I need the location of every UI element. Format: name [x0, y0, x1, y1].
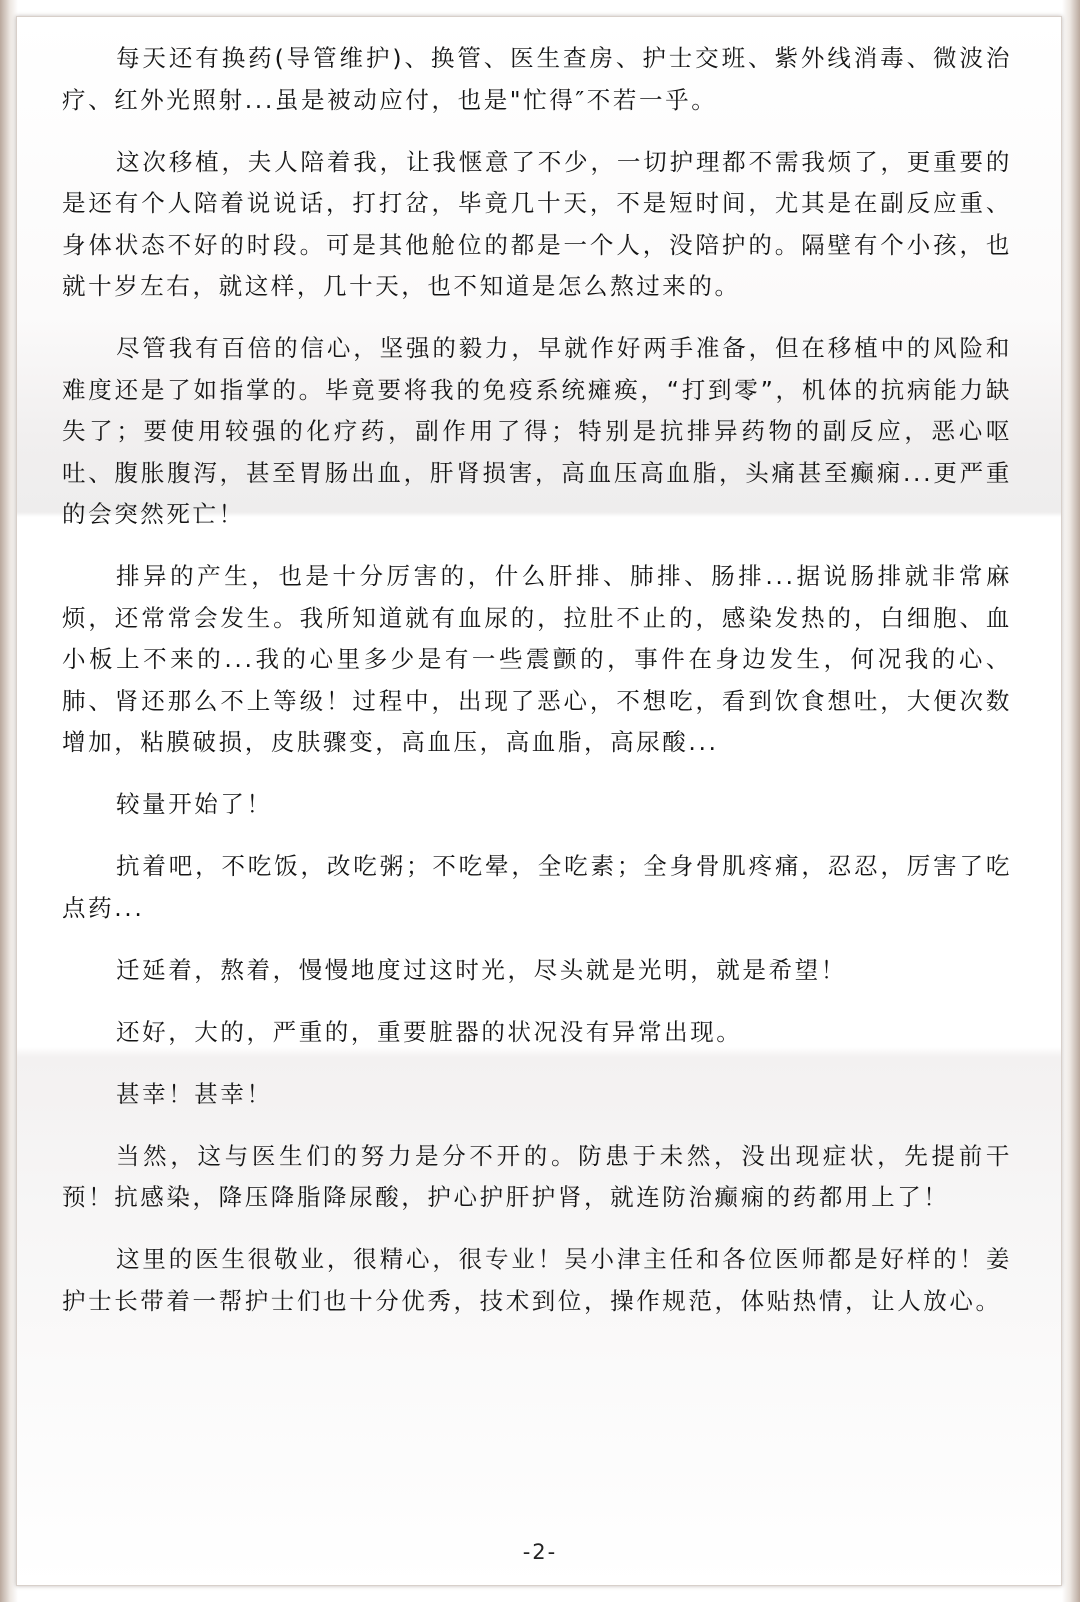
paragraph-2: 这次移植，夫人陪着我，让我惬意了不少，一切护理都不需我烦了，更重要的是还有个人陪着说说话，打打岔，毕竟几十天，不是短时间，尤其是在副反应重、身体状态不好的时段。可是其他舱位的都是一个人，没陪护的。隔壁有个小孩，也就十岁左右，就这样，几十天，也不知道是怎么熬过来的。	[62, 147, 1012, 300]
paragraph-7: 迁延着，熬着，慢慢地度过这时光，尽头就是光明，就是希望！	[116, 955, 847, 984]
paragraph-1: 每天还有换药(导管维护)、换管、医生查房、护士交班、紫外线消毒、微波治疗、红外光照射...虽是被动应付，也是"忙得″不若一乎。	[62, 44, 1012, 114]
paragraph-8: 还好，大的，严重的，重要脏器的状况没有异常出现。	[116, 1017, 743, 1046]
page-number: -2-	[522, 1540, 558, 1564]
paragraph-10: 当然，这与医生们的努力是分不开的。防患于未然，没出现症状，先提前干预！抗感染，降压降脂降尿酸，护心护肝护肾，就连防治癫痫的药都用上了！	[62, 1141, 1012, 1211]
paragraph-5: 较量开始了！	[116, 790, 273, 818]
paragraph-4: 排异的产生，也是十分厉害的，什么肝排、肺排、肠排...据说肠排就非常麻烦，还常常会发生。我所知道就有血尿的，拉肚不止的，感染发热的，白细胞、血小板上不来的...我的心里多少是有一些震颤的，事件在身边发生，何况我的心、肺、肾还那么不上等级！过程中，出现了恶心，不想吃，看到饮食想吐，大便次数增加，粘膜破损，皮肤骤变，高血压，高血脂，高尿酸...	[62, 562, 1012, 756]
paragraph-3: 尽管我有百倍的信心，坚强的毅力，早就作好两手准备，但在移植中的风险和难度还是了如指掌的。毕竟要将我的免疫系统瘫痪，“打到零”，机体的抗病能力缺失了；要使用较强的化疗药，副作用了得；特别是抗排异药物的副反应，恶心呕吐、腹胀腹泻，甚至胃肠出血，肝肾损害，高血压高血脂，头痛甚至癫痫...更严重的会突然死亡！	[62, 334, 1012, 528]
paragraph-11: 这里的医生很敬业，很精心，很专业！吴小津主任和各位医师都是好样的！姜护士长带着一帮护士们也十分优秀，技术到位，操作规范，体贴热情，让人放心。	[62, 1245, 1012, 1315]
document-body	[62, 38, 1012, 1343]
paragraph-9: 甚幸！甚幸！	[116, 1079, 273, 1108]
paragraph-6: 抗着吧，不吃饭，改吃粥；不吃晕，全吃素；全身骨肌疼痛，忍忍，厉害了吃点药...	[62, 852, 1012, 922]
